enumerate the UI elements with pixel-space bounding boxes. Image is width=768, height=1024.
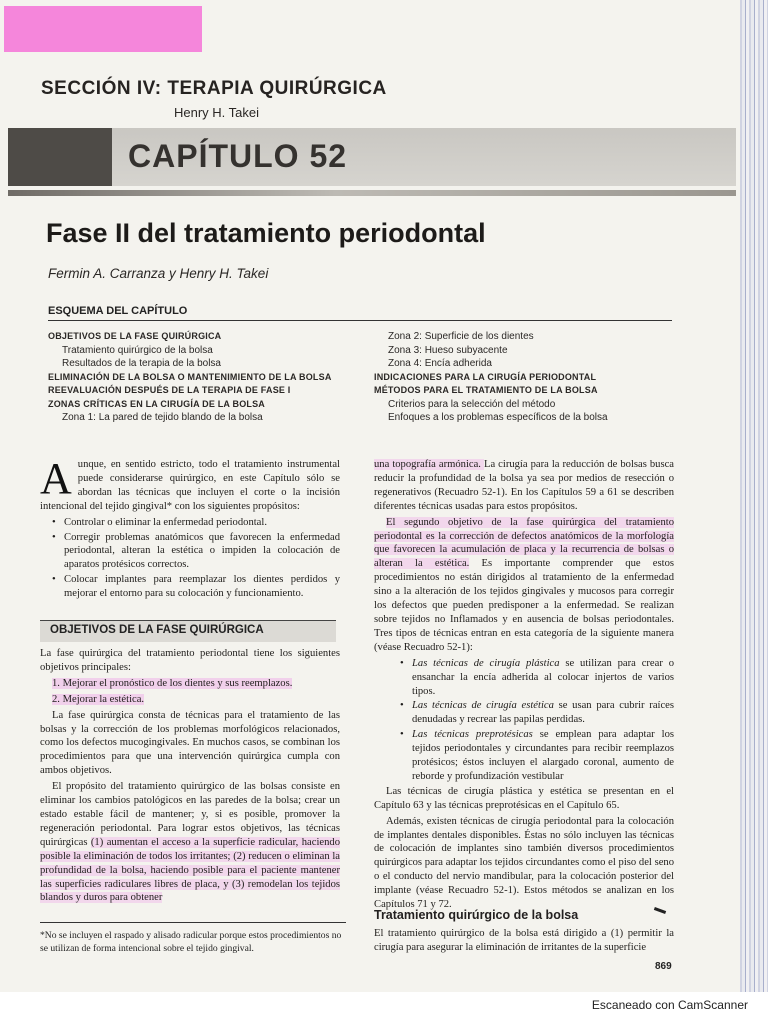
highlighted-text: una topografía armónica. [374, 459, 484, 470]
chapter-rule [8, 190, 736, 196]
outline-subitem: Zona 3: Hueso subyacente [388, 344, 508, 356]
bullet-item: • Corregir problemas anatómicos que favorecen la enfermedad periodontal, alteran la estética o impiden la colocación de aparatos protésicos correctos. [40, 531, 340, 573]
bullet-item: • Colocar implantes para reemplazar los dientes perdidos y mejorar el entorno para su colocación y funcionamiento. [40, 573, 340, 601]
outline-heading-item: ELIMINACIÓN DE LA BOLSA O MANTENIMIENTO DE LA BOLSA [48, 371, 332, 382]
outline-left-column [48, 330, 368, 425]
chapter-title: CAPÍTULO 52 [128, 138, 348, 174]
drop-cap: A [40, 454, 72, 503]
objectives-intro: La fase quirúrgica del tratamiento periodontal tiene los siguientes objetivos principales: [40, 648, 340, 673]
paragraph: Las técnicas de cirugía plástica y estética se presentan en el Capítulo 63 y las técnicas preprotésicas en el Capítulo 65. [374, 785, 674, 811]
footnote-rule [40, 922, 346, 923]
outline-heading-item: INDICACIONES PARA LA CIRUGÍA PERIODONTAL [374, 371, 597, 382]
technique-description: se utilizan para crear o ensanchar la encía adherida al colocar injertos de varios tipos. [412, 657, 675, 697]
technique-description: se usan para cubrir raíces denudadas y recrear las papilas perdidas. [412, 700, 674, 726]
outline-subitem: Zona 4: Encía adherida [388, 358, 492, 369]
chapter-main-title: Fase II del tratamiento periodontal [46, 218, 486, 248]
outline-subitem: Zona 2: Superficie de los dientes [388, 331, 534, 342]
outline-heading-item: OBJETIVOS DE LA FASE QUIRÚRGICA [48, 331, 222, 341]
paragraph-part: El propósito del tratamiento quirúrgico de las bolsas consiste en eliminar los cambios patológicos en las paredes de la bolsa; crear un estado estable fácil de mantener; y, si es posible, promover la regeneración periodontal. Para lograr estos objetivos, las técnicas quirúrgicas [40, 781, 340, 848]
outline-rule [48, 320, 672, 321]
section-title: SECCIÓN IV: TERAPIA QUIRÚRGICA [41, 78, 387, 99]
pink-sticky-tab [4, 6, 202, 52]
left-column [40, 454, 340, 602]
subsection-heading: Tratamiento quirúrgico de la bolsa [374, 908, 579, 922]
outline-heading: ESQUEMA DEL CAPÍTULO [48, 305, 188, 317]
outline-right-column [374, 330, 674, 425]
technique-item [374, 699, 674, 727]
objective-item: 2. Mejorar la estética. [52, 693, 145, 705]
footnote: *No se incluyen el raspado y alisado radicular porque estos procedimientos no se utilizan de forma intencional sobre el tejido gingival. [40, 930, 342, 954]
objectives-heading: OBJETIVOS DE LA FASE QUIRÚRGICA [50, 624, 264, 636]
chapter-band-dark-block [8, 128, 112, 186]
objectives-body [40, 647, 340, 907]
objective-item: 1. Mejorar el pronóstico de los dientes y sus reemplazos. [52, 677, 293, 689]
outline-subitem: Resultados de la terapia de la bolsa [62, 358, 221, 369]
outline-heading-item: ZONAS CRÍTICAS EN LA CIRUGÍA DE LA BOLSA [48, 398, 265, 409]
paragraph-part: Es importante comprender que estos procedimientos no están dirigidos al tratamiento de la enfermedad sino a la alteración de los tejidos gingivales y mucosos para corregir los defectos que pueden predisponer a la enfermedad. Se realizan sobre tejidos no Inflamados y en ausencia de bolsas periodontales. Tres tipos de técnicas entran en esta categoría de la siguiente manera (véase Recuadro 52-1): [374, 558, 674, 653]
page-edge-stack [740, 0, 768, 992]
subsection-text: El tratamiento quirúrgico de la bolsa está dirigido a (1) permitir la cirugía para asegurar la eliminación de irritantes de la superficie [374, 928, 674, 953]
technique-item [374, 657, 674, 699]
technique-item [374, 728, 674, 784]
highlighted-text: (1) aumentan el acceso a la superficie radicular, haciendo posible la eliminación de todos los irritantes; (2) reducen o eliminan la profundidad de la bolsa, haciendo posible para el paciente mantener las superficies radiculares libres de placa, y (3) remodelan los tejidos blandos y duros para obtener [40, 836, 340, 904]
technique-name: Las técnicas de cirugía plástica [412, 657, 560, 669]
technique-list [374, 657, 674, 784]
bullet-item: • Controlar o eliminar la enfermedad periodontal. [40, 516, 340, 530]
page-number: 869 [655, 961, 672, 972]
scanner-watermark: Escaneado con CamScanner [591, 998, 748, 1012]
chapter-band [8, 128, 736, 186]
outline-heading-item: REEVALUACIÓN DESPUÉS DE LA TERAPIA DE FASE I [48, 385, 291, 395]
paragraph: Además, existen técnicas de cirugía periodontal para la colocación de implantes dentales disponibles. Éstas no sólo incluyen las técnicas de colocación de implantes sino también diversos procedimientos quirúrgicos para adaptar los tejidos circundantes como el piso del seno o el conducto del nervio mandibular, para la colocación posterior del implante (véase Recuadro 52-1). Estos métodos se analizan en los Capítulos 71 y 72. [374, 815, 674, 911]
intro-text: unque, en sentido estricto, todo el tratamiento instrumental puede considerarse quirúrgico, en este Capítulo sólo se abordan las técnicas que incluyen el corte o la incisión intencional del tejido gingival* con los siguientes propósitos: [40, 459, 340, 512]
paragraph-part: La cirugía para la reducción de bolsas busca reducir la profundidad de la bolsa ya sea por medios de resección o regenerativos (Recuadro 52-1). En los Capítulos 59 a 61 se describen diferentes técnicas usadas para estos propósitos. [374, 459, 674, 512]
chapter-authors: Fermin A. Carranza y Henry H. Takei [48, 266, 269, 281]
outline-subitem: Criterios para la selección del método [388, 398, 556, 410]
outline-heading-item: MÉTODOS PARA EL TRATAMIENTO DE LA BOLSA [374, 385, 598, 395]
technique-description: se emplean para adaptar los tejidos periodontales y circundantes para recibir reemplazos protésicos; éstos incluyen el alargado coronal, aumento de reborde y profundización vestibular [412, 729, 674, 782]
section-author: Henry H. Takei [174, 105, 260, 120]
outline-subitem: Tratamiento quirúrgico de la bolsa [62, 344, 213, 356]
highlighted-text: El segundo objetivo de la fase quirúrgica del tratamiento periodontal es la corrección de defectos anatómicos de la morfología que favorecen la acumulación de placa y la recurrencia de bolsas o alteran la estética. [374, 516, 674, 570]
technique-name: Las técnicas preprotésicas [412, 729, 533, 741]
technique-name: Las técnicas de cirugía estética [412, 700, 554, 712]
intro-bullet-list [40, 516, 340, 601]
right-column [374, 458, 674, 914]
paragraph: La fase quirúrgica consta de técnicas para el tratamiento de las bolsas y la corrección de los problemas morfológicos relacionados, como los defectos mucogingivales. En muchos casos, se combinan los procedimientos para que una intervención quirúrgica cumpla con ambos objetivos. [40, 709, 340, 777]
outline-subitem: Enfoques a los problemas específicos de la bolsa [388, 412, 608, 423]
outline-subitem: Zona 1: La pared de tejido blando de la bolsa [62, 412, 263, 423]
